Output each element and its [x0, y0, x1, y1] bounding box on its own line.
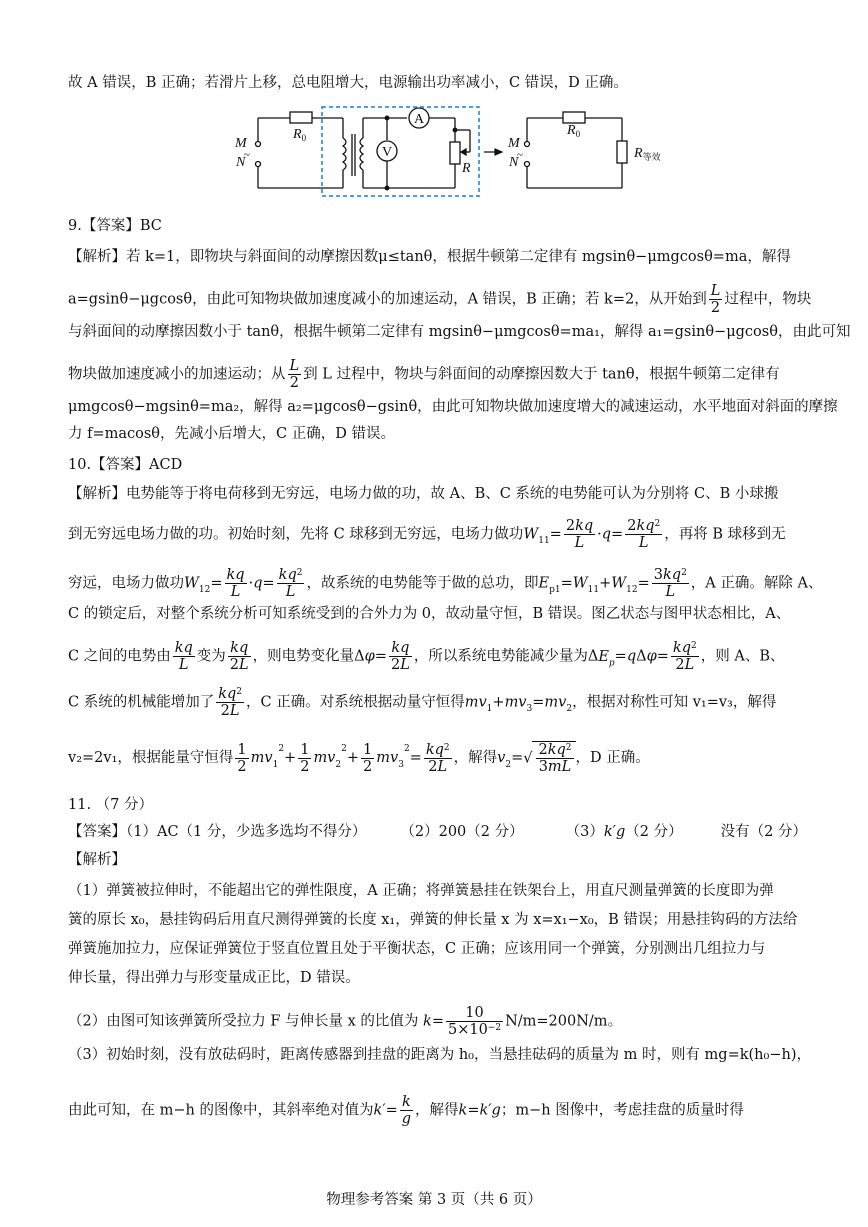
svg-text:~: ~: [244, 149, 250, 161]
q9-line4: 物块做加速度减小的加速运动；从 $\frac{L}{2}$ 到 L 过程中，物块与斜面间的动摩擦因数大于 tanθ，根据牛顿第二定律有: [68, 358, 780, 391]
q9-line6: 力 f=macosθ，先减小后增大，C 正确，D 错误。: [68, 426, 395, 442]
top-line: 故 A 错误，B 正确；若滑片上移，总电阻增大，电源输出功率减小，C 错误，D 正确。: [68, 75, 628, 91]
arrow-icon: [484, 149, 502, 155]
svg-text:V: [382, 145, 392, 160]
svg-text:R0: $R_0$: [567, 123, 581, 139]
label-R: R: [462, 161, 471, 176]
left-circuit: [256, 108, 471, 190]
svg-text:R等效: $R_{等效}$: [634, 146, 661, 162]
q9-line3: 与斜面间的动摩擦因数小于 tanθ，根据牛顿第二定律有 mgsinθ−μmgcosθ=ma₁，解得 a₁=gsinθ−μgcosθ，由此可知: [68, 324, 851, 340]
q10-line3: 穷远，电场力做功W12= $\frac{kq}{L}$ ·q= $\frac{kq^2}{L}$ ，故系统的电势能等于做的总功，即Ep1=W11+W12= $\frac{3kq^2}{L}$ ，A 正确。解除 A、: [68, 567, 823, 600]
svg-text:N: N: [509, 155, 519, 170]
q10-line2: 到无穷远电场力做的功。初始时刻，先将 C 球移到无穷远，电场力做功W11= $\frac{2kq}{L}$ ·q= $\frac{2kq^2}{L}$ ，再将 B 球移到无: [68, 518, 786, 551]
label-N: N: [236, 155, 246, 170]
q11-p3: 弹簧施加拉力，应保证弹簧位于竖直位置且处于平衡状态，C 正确；应该用同一个弹簧，分别测出几组拉力与: [68, 941, 766, 957]
q11-p2: 簧的原长 x₀，悬挂钩码后用直尺测得弹簧的长度 x₁，弹簧的伸长量 x 为 x=x₁−x₀，B 错误；用悬挂钩码的方法给: [68, 912, 798, 928]
q11-title: 11. （7 分）: [68, 797, 154, 813]
q11-p6: （3）初始时刻，没有放砝码时，距离传感器到挂盘的距离为 h₀，当悬挂砝码的质量为 m 时，则有 mg=k(h₀−h)，: [68, 1047, 811, 1063]
q11-p5: （2）由图可知该弹簧所受拉力 F 与伸长量 x 的比值为 k= $\frac{10}{5\times 10^{-2}}$ N/m=200N/m。: [68, 1005, 623, 1038]
page-footer: 物理参考答案 第 3 页（共 6 页）: [326, 1192, 542, 1208]
q11-p1: （1）弹簧被拉伸时，不能超出它的弹性限度，A 正确；将弹簧悬挂在铁架台上，用直尺测量弹簧的长度即为弹: [68, 883, 774, 899]
q9-line1: 【解析】若 k=1，即物块与斜面间的动摩擦因数μ≤tanθ，根据牛顿第二定律有 mgsinθ−μmgcosθ=ma，解得: [68, 249, 791, 265]
q10-line5: C 之间的电势由 $\frac{kq}{L}$ 变为 $\frac{kq}{2L}$ ，则电势变化量Δφ= $\frac{kq}{2L}$ ，所以系统电势能减少量为ΔEp=qΔφ= $\frac{kq^2}{2L}$ ，则 A、B、: [68, 640, 785, 673]
svg-text:A: [414, 112, 425, 127]
label-M: M: [235, 136, 247, 151]
q9-line5: μmgcosθ−mgsinθ=ma₂，解得 a₂=μgcosθ−gsinθ，由此可知物块做加速度增大的减速运动，水平地面对斜面的摩擦: [68, 399, 838, 415]
ammeter-label: A: [414, 112, 425, 127]
q11-p4: 伸长量，得出弹力与形变量成正比，D 错误。: [68, 970, 360, 986]
voltmeter-label: V: [382, 145, 393, 160]
svg-text:M: M: [508, 136, 520, 151]
q10-line7: v₂=2v₁，根据能量守恒得 $\frac{1}{2}$ $mv1^2+$ $\frac{1}{2}$ $mv2^2+$ $\frac{1}{2}$ $mv3^2=$ $\frac{kq^2}{2L}$ ，解得v2=√ $\frac{2kq^2}{3mL}$ ，D 正确。: [68, 741, 650, 775]
circuit-diagram: [0, 100, 868, 200]
q10-line4: C 的锁定后，对整个系统分析可知系统受到的合外力为 0，故动量守恒，B 错误。图乙状态与图甲状态相比，A、: [68, 606, 791, 622]
q11-jiexi: 【解析】: [68, 852, 126, 868]
q11-answer-line: 【答案】（1）AC（1 分，少选多选均不得分） （2）200（2 分） （3）k′g（2 分） 没有（2 分）: [68, 824, 807, 840]
svg-text:~: ~: [517, 149, 523, 161]
q11-p7: 由此可知，在 m−h 的图像中，其斜率绝对值为k′= $\frac{k}{g}$ ，解得k=k′g；m−h 图像中，考虑挂盘的质量时得: [68, 1094, 744, 1127]
right-circuit: [525, 112, 628, 188]
q9-title: 9.【答案】BC: [68, 218, 162, 234]
q10-line6: C 系统的机械能增加了 $\frac{kq^2}{2L}$ ，C 正确。对系统根据动量守恒得mv1+mv3=mv2，根据对称性可知 v₁=v₃，解得: [68, 686, 777, 719]
q9-line2: a=gsinθ−μgcosθ，由此可知物块做加速度减小的加速运动，A 错误，B 正确；若 k=2，从开始到 $\frac{L}{2}$ 过程中，物块: [68, 283, 812, 316]
q10-title: 10.【答案】ACD: [68, 457, 183, 473]
svg-text:R0: $R_0$: [293, 127, 307, 143]
svg-text:R: [461, 161, 471, 176]
q10-line1: 【解析】电势能等于将电荷移到无穷远，电场力做的功，故 A、B、C 系统的电势能可认为分别将 C、B 小球搬: [68, 486, 779, 502]
